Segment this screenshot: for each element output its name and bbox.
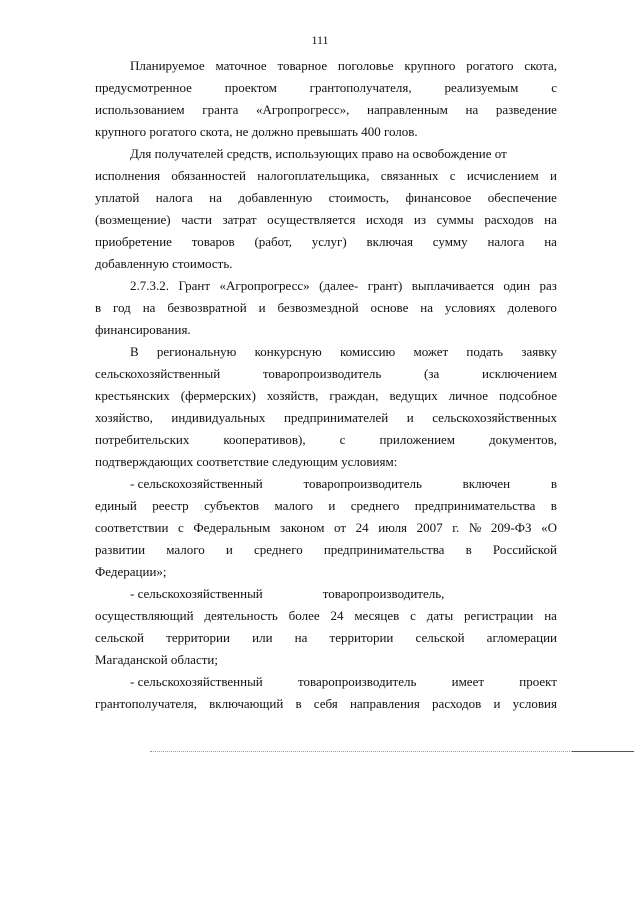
text-line (95, 473, 557, 495)
word: стоимость, (328, 190, 390, 205)
scan-rule-solid (572, 751, 634, 752)
word: территории (329, 630, 394, 645)
paragraph (95, 55, 557, 143)
text-line (95, 561, 557, 583)
word: себя (313, 696, 338, 711)
text-line (95, 231, 557, 253)
word: сельской (415, 630, 465, 645)
text-line (95, 363, 557, 385)
word: направленным (367, 102, 448, 117)
word: в (550, 476, 557, 491)
word: проект (519, 674, 557, 689)
word: на (294, 630, 308, 645)
word: - сельскохозяйственный (130, 476, 263, 491)
word: на (209, 190, 222, 205)
word: реестр (152, 498, 189, 513)
text-line (95, 671, 557, 693)
word: год (113, 300, 131, 315)
word: документов, (489, 432, 557, 447)
word: 209-ФЗ (490, 520, 532, 535)
word: приобретение (95, 234, 172, 249)
word: хозяйство, (95, 410, 153, 425)
word: выплачивается (411, 278, 494, 293)
word: и (549, 168, 557, 183)
word: товаропроизводитель (262, 366, 382, 381)
word: крупного (404, 58, 456, 73)
word: товарное (277, 58, 328, 73)
word: расходов (432, 696, 482, 711)
word: на (142, 300, 156, 315)
word: с (339, 432, 346, 447)
word: (за (424, 366, 440, 381)
word: В (130, 344, 139, 359)
word: соответствии (95, 520, 169, 535)
word: в (550, 498, 557, 513)
word: исходя (366, 212, 404, 227)
word: с (178, 520, 184, 535)
word: добавленную стоимость. (95, 256, 233, 271)
text-line (95, 385, 557, 407)
word: (возмещение) (95, 212, 171, 227)
word: товаров (191, 234, 235, 249)
word: предпринимателей (283, 410, 389, 425)
word: налога (487, 234, 525, 249)
word: Федеральным (193, 520, 271, 535)
word: Российской (492, 542, 557, 557)
word: уплатой (95, 190, 140, 205)
word: в (95, 300, 102, 315)
word: осуществляющий (95, 608, 194, 623)
text-line (95, 517, 557, 539)
word: «Агропрогресс», (256, 102, 350, 117)
word: товаропроизводитель (303, 476, 422, 491)
word: единый (95, 498, 137, 513)
word: на (544, 608, 557, 623)
text-line (95, 99, 557, 121)
text-line (95, 495, 557, 517)
word: Грант (178, 278, 211, 293)
paragraph (95, 275, 557, 341)
word: крестьянских (95, 388, 170, 403)
word: или (252, 630, 273, 645)
word: расходов (484, 212, 534, 227)
word: личное (448, 388, 489, 403)
word: малого (274, 498, 313, 513)
text-line (95, 77, 557, 99)
word: (далее- (319, 278, 359, 293)
word: грантополучателя, (95, 696, 197, 711)
text-line (95, 121, 557, 143)
word: разведение (495, 102, 557, 117)
word: 24 (330, 608, 344, 623)
word: малого (166, 542, 205, 557)
word: грант) (367, 278, 403, 293)
word: использованием (95, 102, 185, 117)
word: - сельскохозяйственный (130, 586, 263, 601)
word: индивидуальных (171, 410, 266, 425)
word: месяцев (354, 608, 400, 623)
word: с (449, 168, 456, 183)
word: и (225, 542, 233, 557)
text-line (95, 187, 557, 209)
word: поголовье (337, 58, 394, 73)
word: и (328, 498, 336, 513)
paragraph (95, 583, 557, 671)
word: сельской (95, 630, 144, 645)
word: (фермерских) (180, 388, 256, 403)
word: осуществляется (267, 212, 356, 227)
word: с (410, 608, 416, 623)
word: июля (378, 520, 408, 535)
text-line (95, 209, 557, 231)
word: условия (512, 696, 557, 711)
word: конкурсную (254, 344, 322, 359)
word: финансовое (405, 190, 472, 205)
word: хозяйств, (266, 388, 319, 403)
word: и (406, 410, 414, 425)
word: предпринимательства (414, 498, 536, 513)
word: крупного рогатого скота, не должно превышать 400 голов. (95, 124, 418, 139)
word: «Агропрогресс» (219, 278, 310, 293)
word: территории (166, 630, 230, 645)
word: безвозвратной (167, 300, 247, 315)
word: 2.7.3.2. (130, 278, 169, 293)
word: региональную (156, 344, 237, 359)
scan-rule (150, 751, 632, 752)
word: раз (539, 278, 557, 293)
word: включая (366, 234, 413, 249)
document-body (95, 55, 557, 715)
word: сумму (432, 234, 468, 249)
word: сельскохозяйственных (432, 410, 557, 425)
word: № (468, 520, 482, 535)
word: части (181, 212, 212, 227)
word: скота, (524, 58, 557, 73)
text-line (95, 407, 557, 429)
text-line (95, 297, 557, 319)
word: от (334, 520, 347, 535)
word: Магаданской области; (95, 652, 218, 667)
word: предпринимательства (323, 542, 445, 557)
word: подать (466, 344, 504, 359)
word: проектом (224, 80, 277, 95)
word: подсобное (499, 388, 557, 403)
word: налога (155, 190, 193, 205)
paragraph (95, 341, 557, 473)
word: может (413, 344, 449, 359)
word: финансирования. (95, 322, 191, 337)
word: долевого (507, 300, 557, 315)
word: направления (349, 696, 420, 711)
word: условиях (444, 300, 496, 315)
word: предусмотренное (95, 80, 192, 95)
text-line (95, 55, 557, 77)
word: из (413, 212, 426, 227)
word: - сельскохозяйственный (130, 674, 263, 689)
word: законом (279, 520, 325, 535)
word: 24 (355, 520, 369, 535)
word: реализуемым (444, 80, 519, 95)
word: деятельность (204, 608, 278, 623)
word: среднего (350, 498, 400, 513)
word: на (465, 102, 479, 117)
word: включающий (209, 696, 284, 711)
word: и (258, 300, 266, 315)
word: комиссию (339, 344, 396, 359)
word: потребительских (95, 432, 190, 447)
text-line (95, 429, 557, 451)
text-line (95, 649, 557, 671)
text-line (95, 275, 557, 297)
word: исключением (482, 366, 557, 381)
word: регистрации (464, 608, 534, 623)
text-line (95, 143, 557, 165)
text-line (95, 539, 557, 561)
word: на (544, 234, 557, 249)
word: товаропроизводитель (297, 674, 417, 689)
word: с (551, 80, 557, 95)
text-line (95, 451, 557, 473)
paragraph (95, 671, 557, 715)
word: связанных (380, 168, 439, 183)
word: обязанностей (171, 168, 246, 183)
word: на (544, 212, 557, 227)
word: суммы (436, 212, 474, 227)
word: исчислением (466, 168, 539, 183)
text-line (95, 583, 557, 605)
word: (работ, (254, 234, 292, 249)
word: в (295, 696, 302, 711)
word: в (465, 542, 472, 557)
page-number: 111 (311, 33, 329, 47)
word: безвозмездной (277, 300, 359, 315)
text-line (95, 253, 557, 275)
word: агломерации (486, 630, 557, 645)
word: ведущих (389, 388, 438, 403)
word: рогатого (466, 58, 514, 73)
word: подтверждающих соответствие следующим условиям: (95, 454, 398, 469)
word: даты (426, 608, 454, 623)
word: г. (452, 520, 460, 535)
word: заявку (521, 344, 557, 359)
word: гранта (202, 102, 239, 117)
word: развитии (95, 542, 146, 557)
word: услуг) (311, 234, 347, 249)
word: исполнения (95, 168, 161, 183)
paragraph (95, 143, 557, 275)
word: грантополучателя, (309, 80, 412, 95)
word: более (288, 608, 320, 623)
text-line (95, 319, 557, 341)
word: имеет (451, 674, 485, 689)
text-line (95, 605, 557, 627)
text-line (95, 627, 557, 649)
word: кооперативов), (223, 432, 306, 447)
word: добавленную (238, 190, 313, 205)
word: сельскохозяйственный (95, 366, 221, 381)
word: и (493, 696, 501, 711)
text-line (95, 341, 557, 363)
text-line (95, 693, 557, 715)
word: на (420, 300, 434, 315)
word: субъектов (204, 498, 260, 513)
word: затрат (222, 212, 257, 227)
word: Федерации»; (95, 564, 167, 579)
word: Для получателей средств, использующих право на освобождение от (130, 146, 507, 161)
word: один (503, 278, 531, 293)
word: Планируемое (130, 58, 205, 73)
word: среднего (253, 542, 303, 557)
word: маточное (215, 58, 267, 73)
word: 2007 (416, 520, 443, 535)
word: «О (541, 520, 557, 535)
word: обеспечение (487, 190, 557, 205)
word: включен (462, 476, 511, 491)
word: граждан, (329, 388, 379, 403)
text-line (95, 165, 557, 187)
word: приложением (379, 432, 456, 447)
word: основе (370, 300, 409, 315)
word: товаропроизводитель, (322, 586, 445, 601)
paragraph (95, 473, 557, 583)
word: налогоплательщика, (257, 168, 370, 183)
